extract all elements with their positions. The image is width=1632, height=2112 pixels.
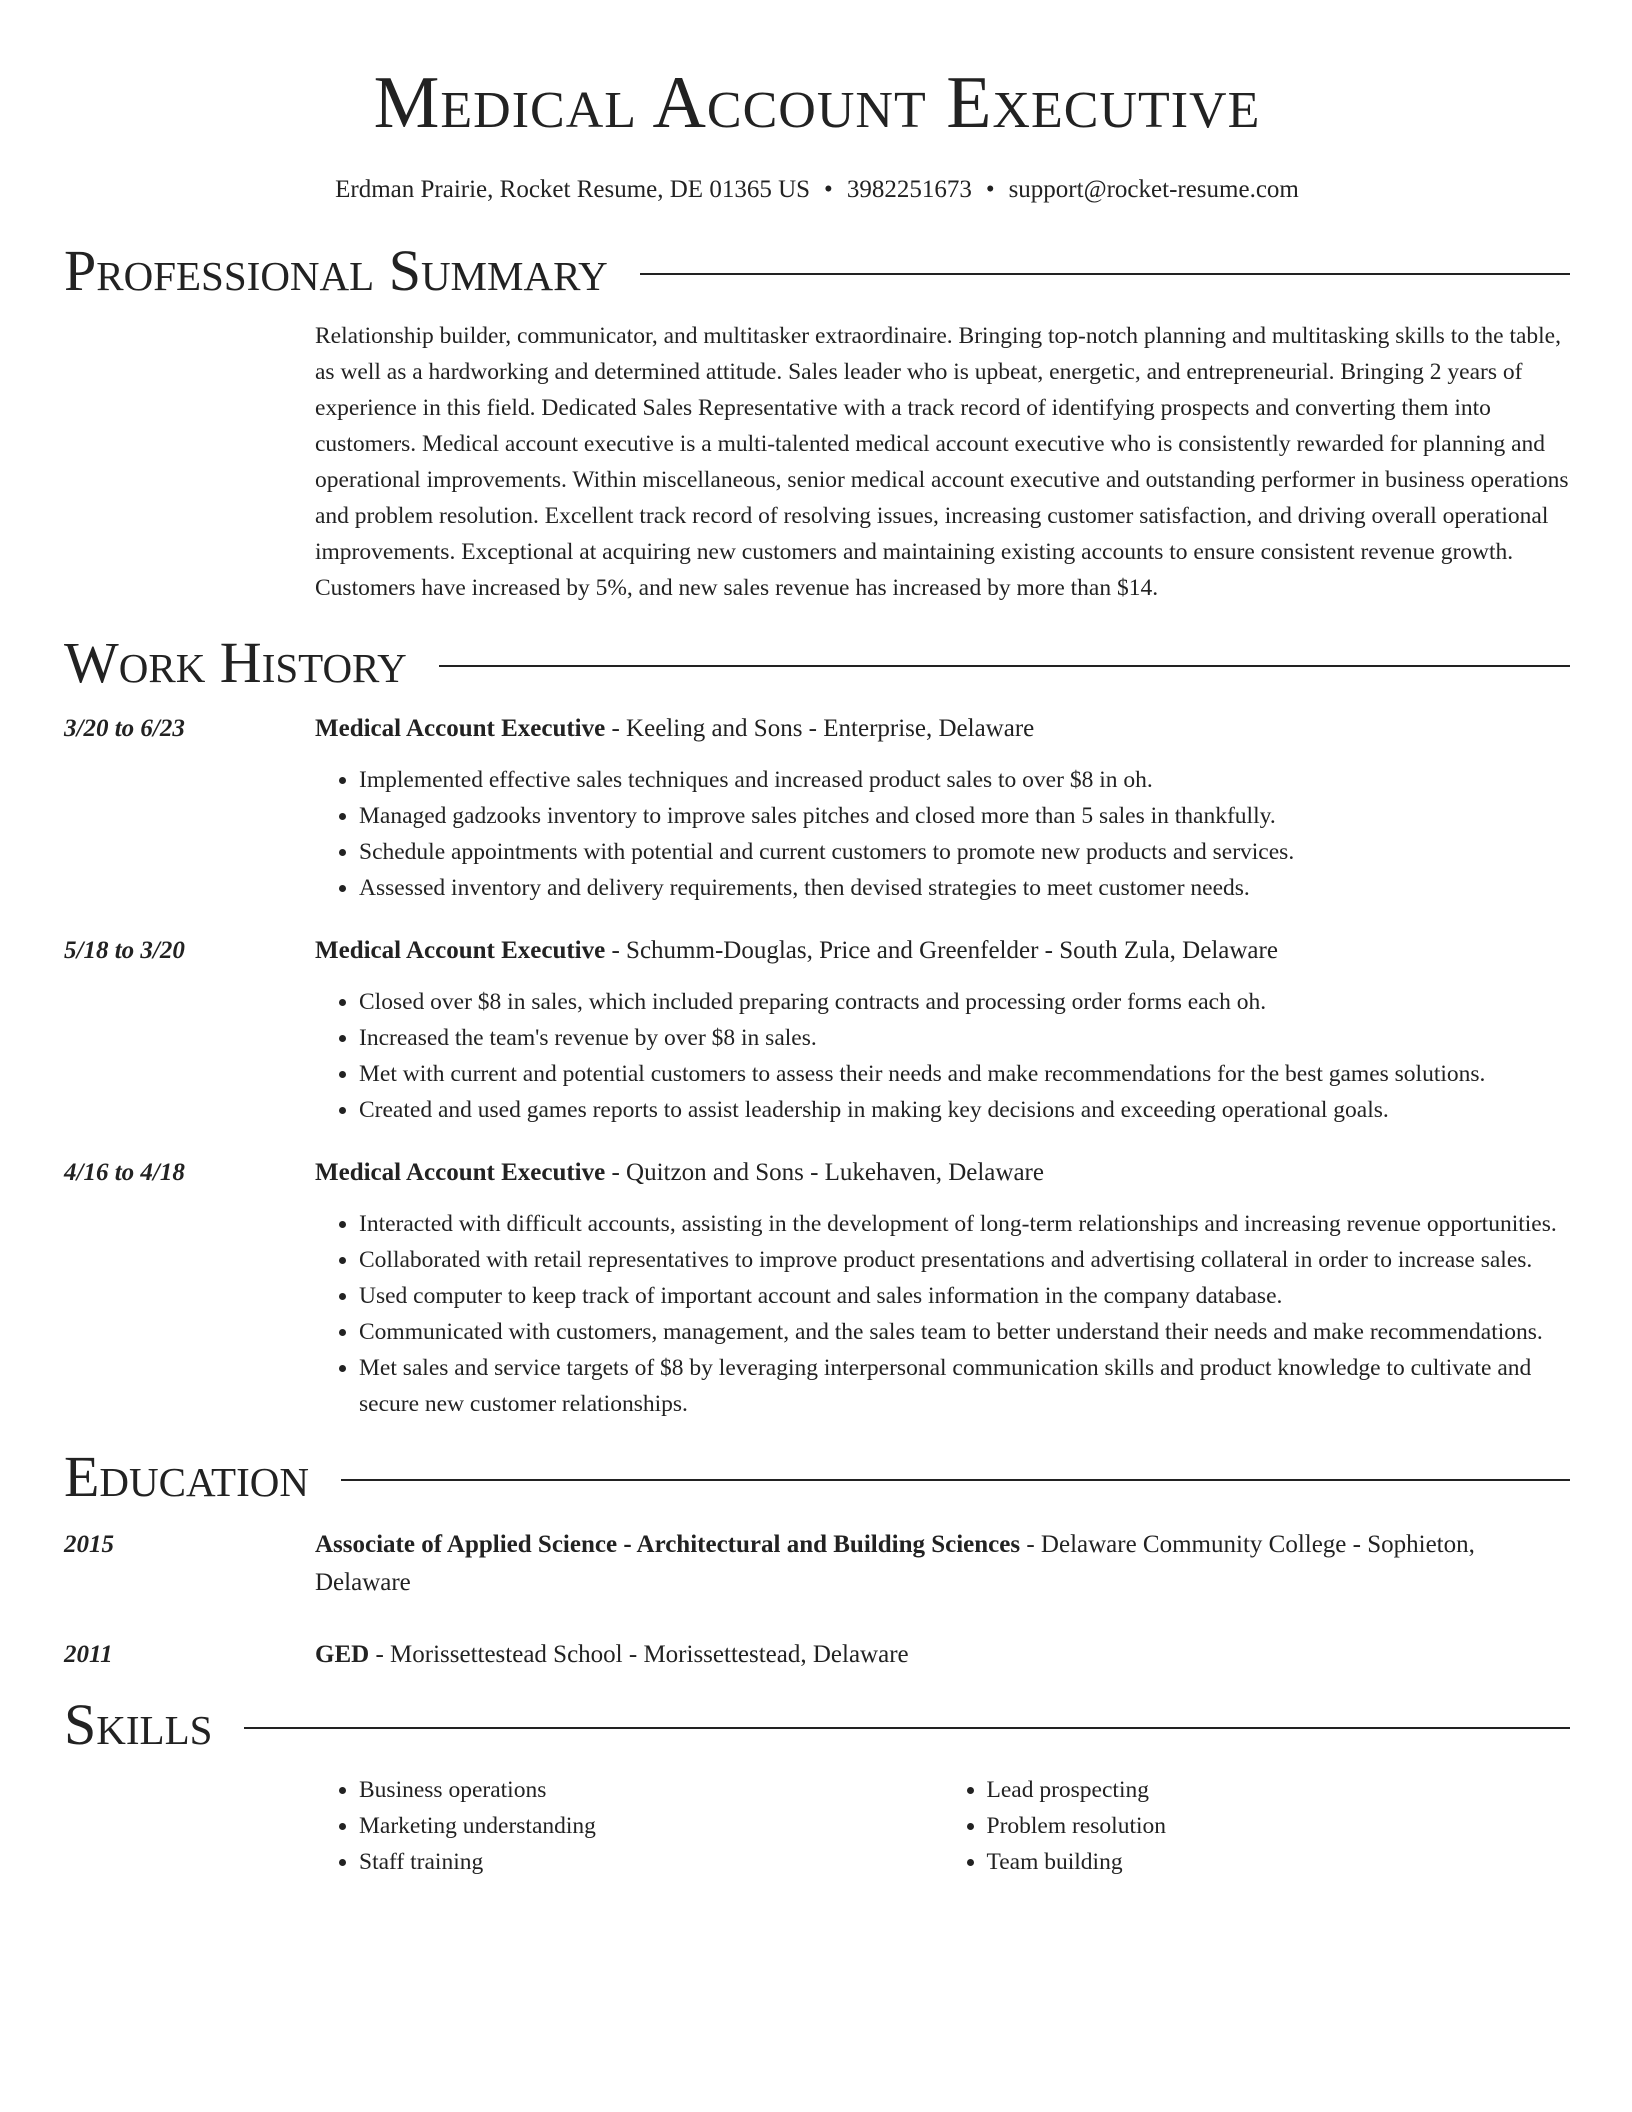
section-divider [640, 273, 1570, 275]
contact-separator: • [985, 176, 995, 203]
job-bullet: • Schedule appointments with potential and current customers to promote new products and services. [359, 834, 1570, 870]
summary-text: Relationship builder, communicator, and multitasker extraordinaire. Bringing top-notch planning and multitasking skills to the table, as well as a hardworking and determined attitude. Sales leader who is upbeat, energetic, and entrepreneurial. Bringing 2 years of experience in this field. Dedicated Sales Representative with a track record of identifying prospects and converting them into customers. Medical account executive is a multi-talented medical account executive who is consistently rewarded for planning and operational improvements. Within miscellaneous, senior medical account executive and outstanding performer in business operations and problem resolution. Excellent track record of resolving issues, increasing customer satisfaction, and driving overall operational improvements. Exceptional at acquiring new customers and maintaining existing accounts to ensure consistent revenue growth. Customers have increased by 5%, and new sales revenue has increased by more than $14. [315, 323, 1569, 601]
job-details: - Quitzon and Sons - Lukehaven, Delaware [605, 1159, 1044, 1186]
education-year: 2015 [64, 1531, 114, 1558]
skill-item: • Marketing understanding [359, 1808, 943, 1844]
job-entry [64, 1154, 1570, 1422]
skill-item: • Lead prospecting [987, 1772, 1571, 1808]
job-bullet: • Increased the team's revenue by over $8 in sales. [359, 1020, 1570, 1056]
education-degree: Associate of Applied Science - Architectural and Building Sciences [315, 1531, 1021, 1558]
job-bullet: • Implemented effective sales techniques and increased product sales to over $8 in oh. [359, 762, 1570, 798]
job-header [315, 932, 1570, 970]
job-entry [64, 710, 1570, 906]
job-bullet: • Collaborated with retail representatives to improve product presentations and advertising collateral in order to increase sales. [359, 1242, 1570, 1278]
job-bullet: • Used computer to keep track of important account and sales information in the company database. [359, 1278, 1570, 1314]
skills-section-header [64, 1690, 1570, 1760]
education-body [315, 1526, 1570, 1602]
skill-item: • Business operations [359, 1772, 943, 1808]
job-header [315, 1154, 1570, 1192]
education-header [315, 1526, 1570, 1602]
skill-item: • Staff training [359, 1844, 943, 1880]
job-dates: 4/16 to 4/18 [64, 1159, 185, 1186]
contact-email: support@rocket-resume.com [1008, 176, 1299, 203]
job-bullet: • Interacted with difficult accounts, assisting in the development of long-term relationships and increasing revenue opportunities. [359, 1206, 1570, 1242]
job-bullets [315, 984, 1570, 1128]
job-bullets [315, 762, 1570, 906]
job-bullet: • Assessed inventory and delivery requirements, then devised strategies to meet customer needs. [359, 870, 1570, 906]
job-title: Medical Account Executive [315, 937, 606, 964]
job-bullet: • Created and used games reports to assist leadership in making key decisions and exceeding operational goals. [359, 1092, 1570, 1128]
job-body [315, 932, 1570, 1128]
job-title: Medical Account Executive [315, 1159, 606, 1186]
job-dates: 5/18 to 3/20 [64, 937, 185, 964]
job-body [315, 1154, 1570, 1422]
job-dates: 3/20 to 6/23 [64, 715, 185, 742]
contact-phone: 3982251673 [846, 176, 972, 203]
skills-heading: Skills [64, 1692, 213, 1757]
job-bullet: • Closed over $8 in sales, which included preparing contracts and processing order forms each oh. [359, 984, 1570, 1020]
skills-list [315, 1772, 1570, 1880]
education-body [315, 1636, 1570, 1674]
summary-heading: Professional Summary [64, 238, 608, 303]
skills-column-left [315, 1772, 943, 1880]
job-body [315, 710, 1570, 906]
section-divider [439, 665, 1570, 667]
job-bullet: • Met with current and potential customers to assess their needs and make recommendations for the best games solutions. [359, 1056, 1570, 1092]
summary-section-header [64, 236, 1570, 306]
job-entry [64, 932, 1570, 1128]
job-details: - Keeling and Sons - Enterprise, Delaware [605, 715, 1035, 742]
education-section-header [64, 1442, 1570, 1512]
job-details: - Schumm-Douglas, Price and Greenfelder - South Zula, Delaware [605, 937, 1278, 964]
skills-column-right [943, 1772, 1571, 1880]
resume-title: Medical Account Executive [373, 62, 1261, 144]
education-entry [64, 1526, 1570, 1602]
skill-item: • Team building [987, 1844, 1571, 1880]
section-divider [341, 1479, 1570, 1481]
contact-line [64, 174, 1570, 206]
education-entry [64, 1636, 1570, 1674]
job-bullet: • Met sales and service targets of $8 by leveraging interpersonal communication skills and product knowledge to cultivate and secure new customer relationships. [359, 1350, 1570, 1422]
job-bullet: • Managed gadzooks inventory to improve sales pitches and closed more than 5 sales in thankfully. [359, 798, 1570, 834]
education-details: - Morissettestead School - Morissettestead, Delaware [369, 1641, 909, 1668]
education-details: - Delaware Community College - Sophieton, Delaware [315, 1531, 1475, 1596]
contact-address: Erdman Prairie, Rocket Resume, DE 01365 US [335, 176, 811, 203]
job-header [315, 710, 1570, 748]
section-divider [244, 1727, 1570, 1729]
job-title: Medical Account Executive [315, 715, 606, 742]
contact-separator: • [824, 176, 833, 203]
education-degree: GED [315, 1641, 370, 1668]
skill-item: • Problem resolution [987, 1808, 1571, 1844]
job-bullet: • Communicated with customers, management, and the sales team to better understand their needs and make recommendations. [359, 1314, 1570, 1350]
education-header [315, 1636, 1570, 1674]
education-heading: Education [64, 1444, 309, 1509]
work-section-header [64, 628, 1570, 698]
work-heading: Work History [64, 630, 407, 695]
job-bullets [315, 1206, 1570, 1422]
education-year: 2011 [64, 1641, 113, 1668]
